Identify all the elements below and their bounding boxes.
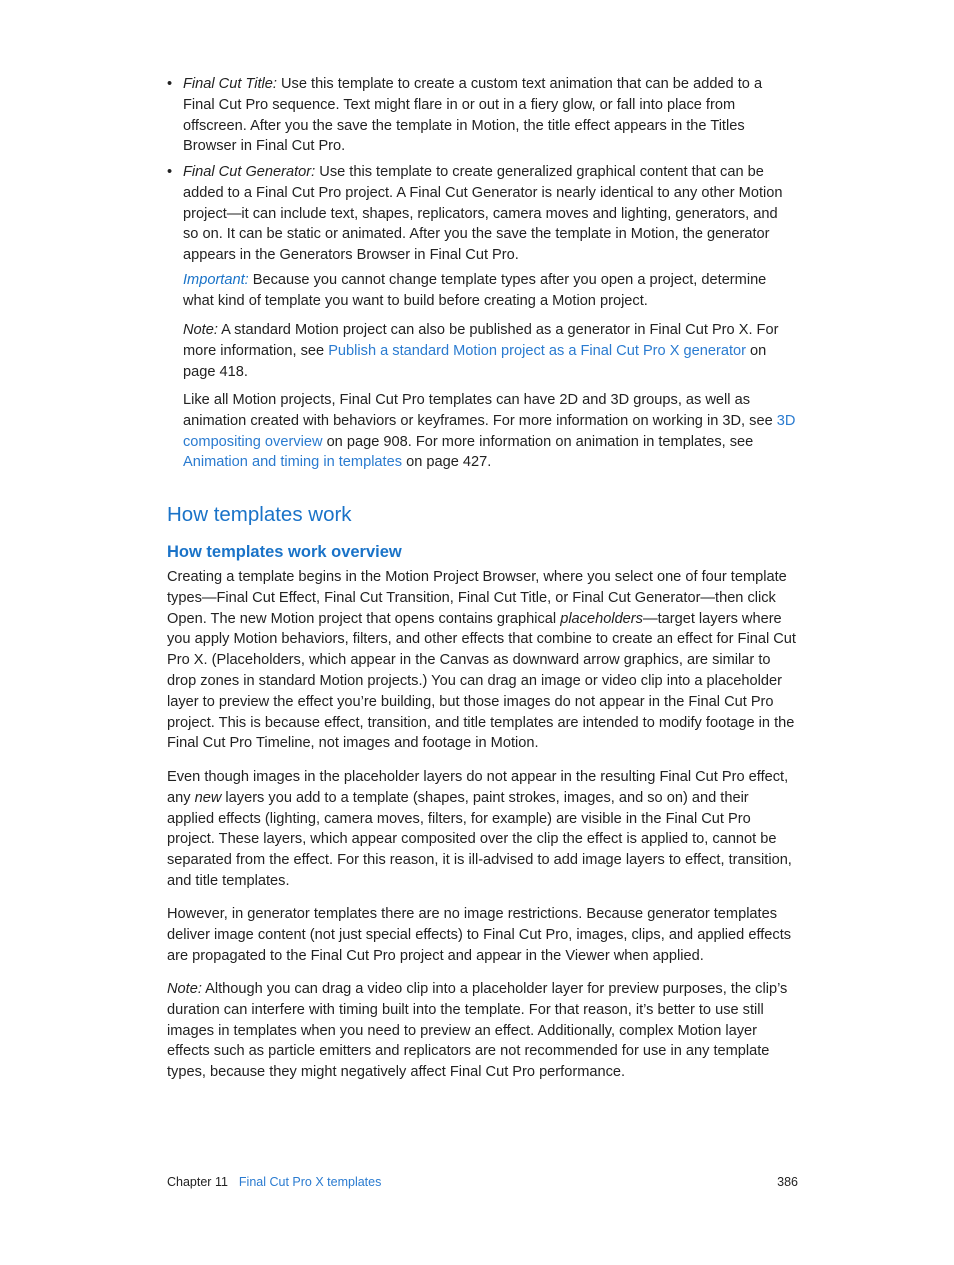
bullet-marker: • [167,76,173,92]
note-text: A standard Motion project can also be published as a generator in Final Cut Pro X. For more information, see [183,322,779,359]
3d-compositing-link[interactable]: 3D compositing overview [183,412,796,450]
even-though-paragraph [167,767,797,892]
section-title: How templates work [167,503,352,526]
even-though-text-end: layers you add to a template (shapes, paint strokes, images, and so on) and their applied effects (lighting, camera moves, filters, for example) are visible in the Final Cut Pro project. These layers, which appear composited over the clip the effect is applied to, cannot be separated from the effect. For this reason, it is ill-advised to add image layers to effect, transition, and title templates. [167,789,792,889]
even-though-text: Even though images in the placeholder layers do not appear in the resulting Final Cut Pro effect, any [167,769,789,806]
overview-paragraph [167,567,797,754]
animation-timing-link[interactable]: Animation and timing in templates [183,454,403,471]
bullet-label: Final Cut Title: [183,76,277,92]
note-label: Note: [183,322,218,338]
note-text-end: on page 418. [183,342,767,380]
overview-emphasis: placeholders [560,610,643,627]
subsection-title: How templates work overview [167,543,402,561]
bullet-final-cut-generator [167,162,797,266]
overview-text: Creating a template begins in the Motion Project Browser, where you select one of four template types—Final Cut Effect, Final Cut Transition, Final Cut Title, or Final Cut Generator—then click Open. The new Motion project that opens contains graphical [167,569,787,627]
footer-chapter-title-link[interactable]: Final Cut Pro X templates [238,1175,382,1189]
note2-label: Note: [167,981,202,997]
like-all-paragraph [183,390,797,473]
like-all-text-end: on page 427. [402,454,492,471]
however-paragraph: However, in generator templates there are no image restrictions. Because generator templates deliver image content (not just special effects) to Final Cut Pro, images, clips, and applied effects are propagated to the Final Cut Pro project and appear in the Viewer when applied. [167,906,792,964]
note-paragraph [183,320,797,382]
footer-chapter: Chapter 11 [167,1175,228,1189]
important-label: Important: [183,272,249,288]
important-text: Because you cannot change template types after you open a project, determine what kind of template you want to build before creating a Motion project. [183,272,767,309]
bullet-text [183,74,797,157]
bullet-final-cut-title [167,74,797,157]
like-all-text: Like all Motion projects, Final Cut Pro templates can have 2D and 3D groups, as well as animation created with behaviors or keyframes. For more information on working in 3D, see [183,392,777,429]
even-though-emphasis: new [194,789,222,806]
like-all-text-mid: on page 908. For more information on animation in templates, see [322,433,754,450]
publish-generator-link[interactable]: Publish a standard Motion project as a Final Cut Pro X generator [328,342,746,359]
footer-page-number: 386 [777,1175,798,1189]
page-footer [167,1174,798,1190]
bullet-body: Use this template to create generalized graphical content that can be added to a Final Cut Pro project. A Final Cut Generator is nearly identical to any other Motion project—it can include text, shapes, replicators, camera moves and lighting, generators, and so on. It can be static or animated. After you the save the template in Motion, the generator appears in the Generators Browser in Final Cut Pro. [183,164,783,264]
overview-text-end: —target layers where you apply Motion behaviors, filters, and other effects that combine to create an effect for Final Cut Pro X. (Placeholders, which appear in the Canvas as downward arrow graphics, are similar to drop zones in standard Motion projects.) You can drag an image or video clip into a placeholder layer to preview the effect you’re building, but those images do not appear in the Final Cut Pro project. This is because effect, transition, and title templates are intended to modify footage in the Final Cut Pro Timeline, not images and footage in Motion. [167,610,796,752]
bullet-marker: • [167,164,173,180]
bullet-body: Use this template to create a custom text animation that can be added to a Final Cut Pro sequence. Text might flare in or out in a fiery glow, or fall into place from offscreen. After you the save the template in Motion, the title effect appears in the Titles Browser in Final Cut Pro. [183,76,763,155]
note2-text: Although you can drag a video clip into a placeholder layer for preview purposes, the clip’s duration can interfere with timing built into the template. For that reason, it’s better to use still images in templates when you need to preview an effect. Additionally, complex Motion layer effects such as particle emitters and replicators are not recommended for use in any template types, because they might negatively affect Final Cut Pro performance. [167,981,788,1081]
bullet-text [183,162,797,266]
note2-paragraph [167,979,797,1083]
important-paragraph [183,270,797,312]
bullet-label: Final Cut Generator: [183,164,316,180]
